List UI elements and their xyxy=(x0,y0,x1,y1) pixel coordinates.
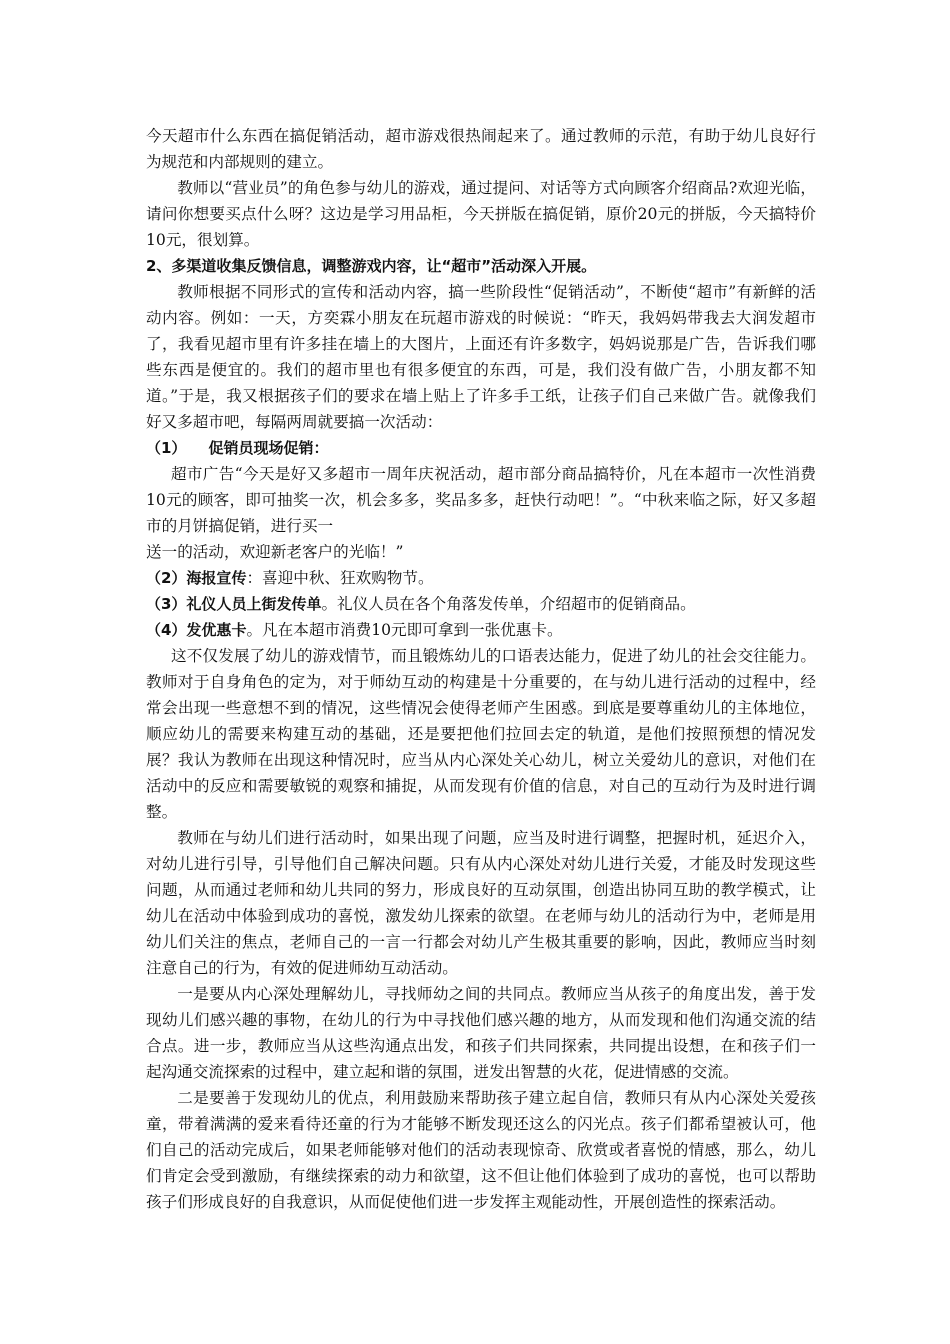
list-item-3 xyxy=(146,591,816,617)
list-item-2-text: ：喜迎中秋、狂欢购物节。 xyxy=(246,569,434,587)
list-item-4-label: （4）发优惠卡 xyxy=(146,621,247,639)
list-item-2-label: （2）海报宣传 xyxy=(146,569,247,587)
paragraph-feedback: 教师根据不同形式的宣传和活动内容，搞一些阶段性“促销活动”，不断使“超市”有新鲜的活动内容。例如：一天，方奕霖小朋友在玩超市游戏的时候说：“昨天，我妈妈带我去大润发超市了，我看见超市里有许多挂在墙上的大图片，上面还有许多数字，妈妈说那是广告，告诉我们哪些东西是便宜的。我们的超市里也有很多便宜的东西，可是，我们没有做广告，小朋友都不知道。”于是，我又根据孩子们的要求在墙上贴上了许多手工纸，让孩子们自己来做广告。就像我们好又多超市吧，每隔两周就要搞一次活动： xyxy=(146,283,816,431)
paragraph-intro: 今天超市什么东西在搞促销活动，超市游戏很热闹起来了。通过教师的示范，有助于幼儿良好行为规范和内部规则的建立。 xyxy=(146,127,816,171)
list-item-3-text: 。礼仪人员在各个角落发传单，介绍超市的促销商品。 xyxy=(321,595,696,613)
paragraph-teacher-role: 教师以“营业员”的角色参与幼儿的游戏，通过提问、对话等方式向顾客介绍商品?欢迎光临，请问你想要买点什么呀？这边是学习用品柜，今天拼版在搞促销，原价20元的拼版，今天搞特价10元，很划算。 xyxy=(146,179,816,249)
paragraph-adjustment: 教师在与幼儿们进行活动时，如果出现了问题，应当及时进行调整，把握时机，延迟介入，对幼儿进行引导，引导他们自己解决问题。只有从内心深处对幼儿进行关爱，才能及时发现这些问题，从而通过老师和幼儿共同的努力，形成良好的互动氛围，创造出协同互助的教学模式，让幼儿在活动中体验到成功的喜悦，激发幼儿探索的欲望。在老师与幼儿的活动行为中，老师是用幼儿们关注的焦点，老师自己的一言一行都会对幼儿产生极其重要的影响，因此，教师应当时刻注意自己的行为，有效的促进师幼互动活动。 xyxy=(146,829,816,977)
list-item-4-text: 。凡在本超市消费10元即可拿到一张优惠卡。 xyxy=(246,621,563,639)
list-item-1 xyxy=(146,435,816,461)
paragraph-promo-ad-cont: 送一的活动，欢迎新老客户的光临！” xyxy=(146,543,404,561)
list-item-3-label: （3）礼仪人员上街发传单 xyxy=(146,595,322,613)
section-heading-2: 2、多渠道收集反馈信息，调整游戏内容，让“超市”活动深入开展。 xyxy=(146,257,597,275)
paragraph-development: 这不仅发展了幼儿的游戏情节，而且锻炼幼儿的口语表达能力，促进了幼儿的社会交往能力。教师对于自身角色的定为，对于师幼互动的构建是十分重要的，在与幼儿进行活动的过程中，经常会出现一些意想不到的情况，这些情况会使得老师产生困惑。到底是要尊重幼儿的主体地位，顺应幼儿的需要来构建互动的基础，还是要把他们拉回去定的轨道，是他们按照预想的情况发展？我认为教师在出现这种情况时，应当从内心深处关心幼儿，树立关爱幼儿的意识，对他们在活动中的反应和需要敏锐的观察和捕捉，从而发现有价值的信息，对自己的互动行为及时进行调整。 xyxy=(146,647,816,821)
list-item-2 xyxy=(146,565,816,591)
paragraph-point-two: 二是要善于发现幼儿的优点，利用鼓励来帮助孩子建立起自信，教师只有从内心深处关爱孩童，带着满满的爱来看待还童的行为才能够不断发现还这么的闪光点。孩子们都希望被认可，他们自己的活动完成后，如果老师能够对他们的活动表现惊奇、欣赏或者喜悦的情感，那么，幼儿们肯定会受到激励，有继续探索的动力和欲望，这不但让他们体验到了成功的喜悦，也可以帮助孩子们形成良好的自我意识，从而促使他们进一步发挥主观能动性，开展创造性的探索活动。 xyxy=(146,1089,816,1211)
document-page xyxy=(146,123,816,1215)
list-item-1-label: 促销员现场促销： xyxy=(208,439,329,457)
list-item-4 xyxy=(146,617,816,643)
list-item-1-number: （1） xyxy=(146,439,187,457)
paragraph-promo-ad: 超市广告“今天是好又多超市一周年庆祝活动，超市部分商品搞特价，凡在本超市一次性消费10元的顾客，即可抽奖一次，机会多多，奖品多多，赶快行动吧！”。“中秋来临之际，好又多超市的月饼搞促销，进行买一 xyxy=(146,465,816,535)
paragraph-point-one: 一是要从内心深处理解幼儿，寻找师幼之间的共同点。教师应当从孩子的角度出发，善于发现幼儿们感兴趣的事物，在幼儿的行为中寻找他们感兴趣的地方，从而发现和他们沟通交流的结合点。进一步，教师应当从这些沟通点出发，和孩子们共同探索，共同提出设想，在和孩子们一起沟通交流探索的过程中，建立起和谐的氛围，迸发出智慧的火花，促进情感的交流。 xyxy=(146,985,816,1081)
